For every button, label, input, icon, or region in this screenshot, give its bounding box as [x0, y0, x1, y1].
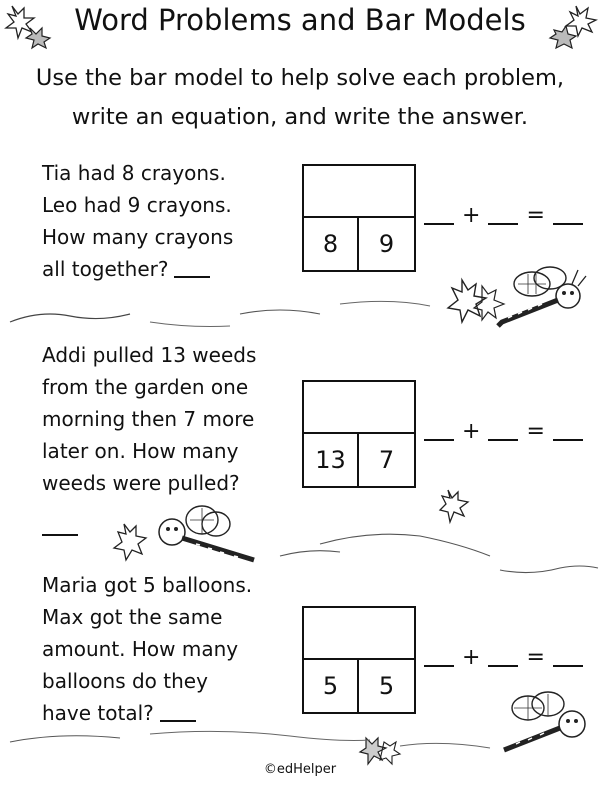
equals-sign: =	[526, 419, 545, 444]
equation-1	[424, 204, 583, 228]
bar-model-part-right: 5	[378, 672, 395, 700]
holly-icon	[548, 2, 598, 48]
page-title: Word Problems and Bar Models	[74, 3, 526, 37]
problem-line: Addi pulled 13 weeds	[42, 343, 257, 367]
problem-line: Leo had 9 crayons.	[42, 193, 232, 217]
equals-sign: =	[526, 645, 545, 670]
problem-line: How many crayons	[42, 225, 234, 249]
equals-sign: =	[526, 203, 545, 228]
equation-blank[interactable]	[553, 439, 583, 441]
problem-line: morning then 7 more	[42, 407, 255, 431]
problem-line: amount. How many	[42, 637, 239, 661]
bar-model-total-box[interactable]	[304, 166, 414, 218]
equation-blank[interactable]	[488, 665, 518, 667]
problem-line: have total?	[42, 701, 154, 725]
holly-icon	[440, 488, 476, 524]
bar-model-part-right: 7	[378, 446, 395, 474]
plus-sign: +	[462, 645, 481, 670]
problem-line: Max got the same	[42, 605, 223, 629]
equation-blank[interactable]	[488, 223, 518, 225]
bar-model-1	[302, 164, 416, 272]
equation-blank[interactable]	[424, 665, 454, 667]
instructions-line-1: Use the bar model to help solve each problem,	[35, 65, 565, 91]
bar-model-total-box[interactable]	[304, 382, 414, 434]
holly-icon	[114, 520, 156, 562]
dragonfly-icon	[488, 262, 592, 334]
plus-sign: +	[462, 419, 481, 444]
equation-blank[interactable]	[424, 439, 454, 441]
bar-model-part-left: 13	[304, 434, 359, 486]
bar-model-3	[302, 606, 416, 714]
bar-model-part-right: 9	[378, 230, 395, 258]
equation-blank[interactable]	[424, 223, 454, 225]
problem-line: all together?	[42, 257, 169, 281]
problem-line: Maria got 5 balloons.	[42, 573, 253, 597]
problem-line: balloons do they	[42, 669, 208, 693]
instructions-line-2: write an equation, and write the answer.	[71, 104, 529, 130]
holly-icon	[4, 2, 54, 48]
bar-model-part-left: 5	[304, 660, 359, 712]
bar-model-part-left: 8	[304, 218, 359, 270]
answer-blank[interactable]	[160, 720, 196, 722]
problem-line: from the garden one	[42, 375, 249, 399]
answer-blank[interactable]	[42, 534, 78, 536]
answer-blank[interactable]	[174, 276, 210, 278]
problem-3-text	[42, 569, 297, 729]
plus-sign: +	[462, 203, 481, 228]
equation-blank[interactable]	[553, 223, 583, 225]
bar-model-2	[302, 380, 416, 488]
equation-3	[424, 646, 583, 670]
grass-line-icon	[0, 726, 600, 756]
copyright-footer: ©edHelper	[263, 762, 337, 777]
equation-blank[interactable]	[488, 439, 518, 441]
equation-2	[424, 420, 583, 444]
problem-line: Tia had 8 crayons.	[42, 161, 226, 185]
problem-line: weeds were pulled?	[42, 471, 240, 495]
problem-line: later on. How many	[42, 439, 239, 463]
equation-blank[interactable]	[553, 665, 583, 667]
problem-1-text	[42, 157, 297, 285]
bar-model-total-box[interactable]	[304, 608, 414, 660]
